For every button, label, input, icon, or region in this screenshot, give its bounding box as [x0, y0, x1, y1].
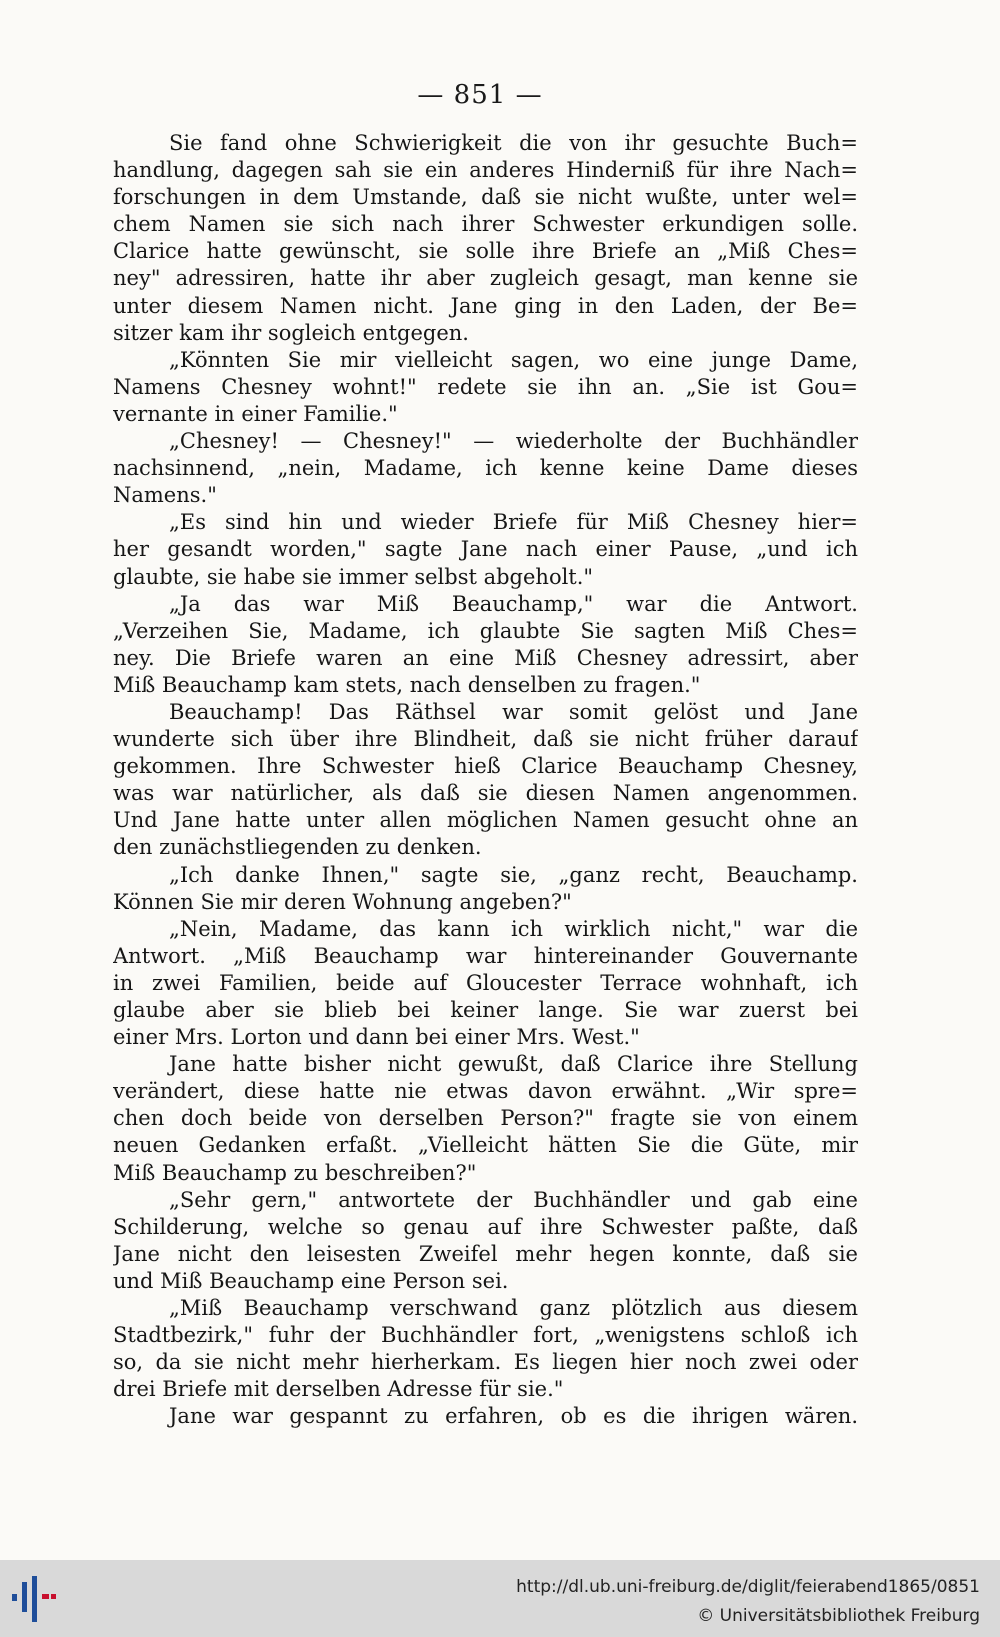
text-line: Antwort. „Miß Beauchamp war hintereinander Gouvernante	[113, 943, 858, 968]
text-line: Schilderung, welche so genau auf ihre Schwester paßte, daß	[113, 1214, 858, 1239]
text-line: handlung, dagegen sah sie ein anderes Hinderniß für ihre Nach=	[113, 158, 858, 183]
text-line: vernante in einer Familie."	[113, 401, 398, 426]
text-line: Jane war gespannt zu erfahren, ob es die ihrigen wären.	[169, 1404, 858, 1429]
text-line: sitzer kam ihr sogleich entgegen.	[113, 320, 469, 345]
text-line: „Es sind hin und wieder Briefe für Miß Chesney hier=	[169, 510, 858, 535]
text-line: Stadtbezirk," fuhr der Buchhändler fort, „wenigstens schloß ich	[113, 1323, 858, 1348]
text-line: Clarice hatte gewünscht, sie solle ihre Briefe an „Miß Ches=	[113, 239, 858, 264]
text-line: chen doch beide von derselben Person?" fragte sie von einem	[113, 1106, 858, 1131]
text-line: Jane hatte bisher nicht gewußt, daß Clarice ihre Stellung	[169, 1052, 858, 1077]
text-line: glaube aber sie blieb bei keiner lange. Sie war zuerst bei	[113, 998, 858, 1022]
text-line: Beauchamp! Das Räthsel war somit gelöst und Jane	[169, 699, 858, 724]
text-line: chem Namen sie sich nach ihrer Schwester erkundigen solle.	[113, 212, 858, 237]
text-line: neuen Gedanken erfaßt. „Vielleicht hätten Sie die Güte, mir	[113, 1133, 858, 1158]
text-line: „Miß Beauchamp verschwand ganz plötzlich aus diesem	[169, 1296, 858, 1321]
text-line: „Könnten Sie mir vielleicht sagen, wo eine junge Dame,	[169, 347, 858, 372]
text-line: „Nein, Madame, das kann ich wirklich nicht," war die	[169, 916, 858, 941]
text-line: ney" adressiren, hatte ihr aber zugleich gesagt, man kenne sie	[113, 266, 858, 291]
text-line: Namens Chesney wohnt!" redete sie ihn an. „Sie ist Gou=	[113, 374, 858, 399]
text-line: einer Mrs. Lorton und dann bei einer Mrs. West."	[113, 1025, 640, 1050]
text-line: drei Briefe mit derselben Adresse für sie."	[113, 1377, 564, 1402]
text-line: den zunächstliegenden zu denken.	[113, 835, 482, 860]
text-line: „Sehr gern," antwortete der Buchhändler und gab eine	[169, 1187, 858, 1212]
text-line: verändert, diese hatte nie etwas davon erwähnt. „Wir spre=	[113, 1079, 858, 1104]
page-number: — 851 —	[417, 80, 543, 110]
text-line: Jane nicht den leisesten Zweifel mehr hegen konnte, daß sie	[113, 1241, 858, 1266]
text-line: gekommen. Ihre Schwester hieß Clarice Beauchamp Chesney,	[113, 754, 858, 779]
text-line: „Verzeihen Sie, Madame, ich glaubte Sie sagten Miß Ches=	[113, 618, 858, 643]
text-line: Und Jane hatte unter allen möglichen Namen gesucht ohne an	[113, 808, 858, 833]
body-text	[113, 130, 858, 1431]
text-line: Sie fand ohne Schwierigkeit die von ihr gesuchte Buch=	[169, 131, 858, 155]
text-line: unter diesem Namen nicht. Jane ging in den Laden, der Be=	[113, 293, 858, 318]
footer-copyright: © Universitätsbibliothek Freiburg	[697, 1606, 980, 1626]
footer-url-link[interactable]: http://dl.ub.uni-freiburg.de/diglit/feierabend1865/0851	[516, 1577, 980, 1597]
text-line: Namens."	[113, 483, 217, 508]
text-line: her gesandt worden," sagte Jane nach einer Pause, „und ich	[113, 537, 858, 562]
text-line: nachsinnend, „nein, Madame, ich kenne keine Dame dieses	[113, 456, 858, 481]
text-line: Miß Beauchamp kam stets, nach denselben zu fragen."	[113, 672, 701, 697]
text-line: „Chesney! — Chesney!" — wiederholte der Buchhändler	[169, 429, 858, 454]
text-line: Können Sie mir deren Wohnung angeben?"	[113, 889, 572, 914]
footer-bar	[0, 1560, 1000, 1637]
text-line: „Ich danke Ihnen," sagte sie, „ganz recht, Beauchamp.	[169, 862, 858, 887]
text-line: was war natürlicher, als daß sie diesen Namen angenommen.	[113, 781, 858, 806]
text-line: so, da sie nicht mehr hierherkam. Es liegen hier noch zwei oder	[113, 1350, 858, 1375]
text-line: wunderte sich über ihre Blindheit, daß sie nicht früher darauf	[113, 727, 858, 752]
text-line: „Ja das war Miß Beauchamp," war die Antwort.	[169, 591, 858, 616]
text-line: forschungen in dem Umstande, daß sie nicht wußte, unter wel=	[113, 185, 858, 210]
text-line: glaubte, sie habe sie immer selbst abgeholt."	[113, 564, 594, 589]
text-line: und Miß Beauchamp eine Person sei.	[113, 1268, 509, 1293]
text-line: in zwei Familien, beide auf Gloucester Terrace wohnhaft, ich	[113, 970, 858, 995]
library-logo-icon[interactable]	[8, 1574, 58, 1624]
text-line: Miß Beauchamp zu beschreiben?"	[113, 1160, 477, 1185]
text-line: ney. Die Briefe waren an eine Miß Chesney adressirt, aber	[113, 645, 858, 670]
